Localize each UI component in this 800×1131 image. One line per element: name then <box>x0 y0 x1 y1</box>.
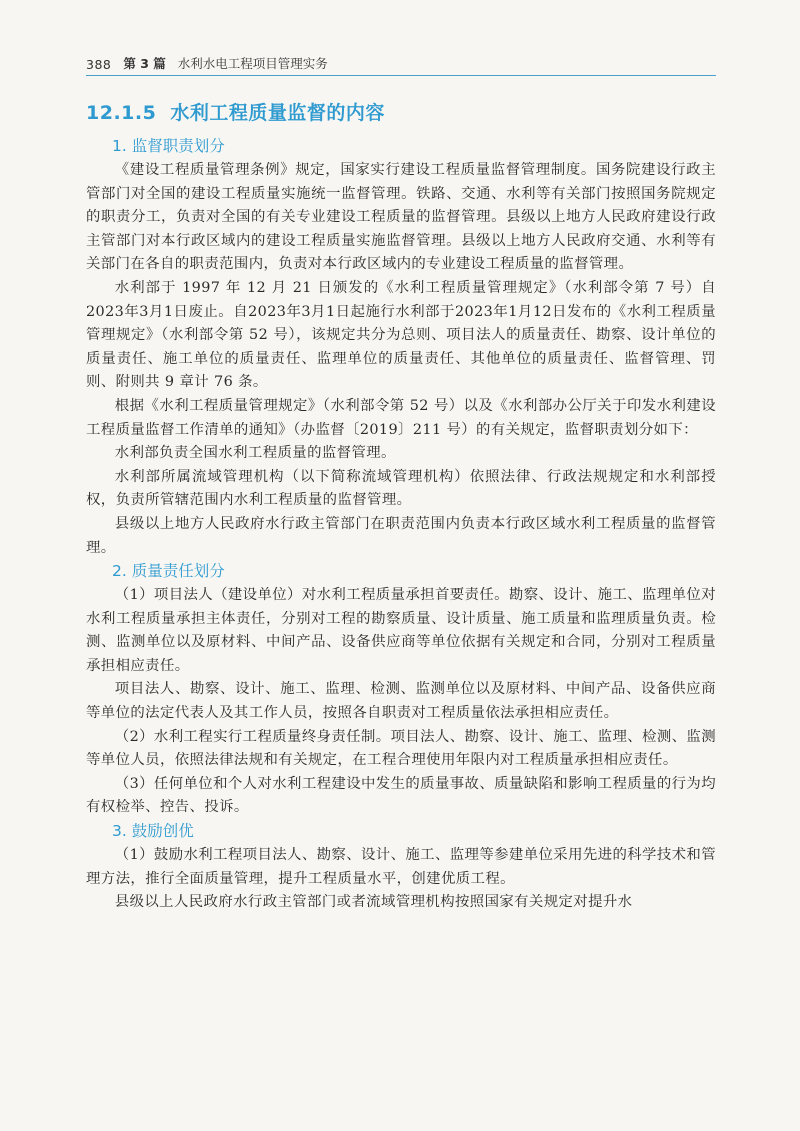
section-heading <box>86 98 716 125</box>
paragraph: （2）水利工程实行工程质量终身责任制。项目法人、勘察、设计、施工、监理、检测、监测等单位人员，依照法律法规和有关规定，在工程合理使用年限内对工程质量承担相应责任。 <box>86 728 716 769</box>
section-number: 12.1.5 <box>86 102 157 124</box>
subsection-encourage-excellence <box>86 820 716 915</box>
paragraph: 水利部于 1997 年 12 月 21 日颁发的《水利工程质量管理规定》（水利部令第 7 号）自2023年3月1日废止。自2023年3月1日起施行水利部于2023年1月12日发布的《水利工程质量管理规定》（水利部令第 52 号），该规定共分为总则、项目法人的质量责任、勘察、设计单位的质量责任、施工单位的质量责任、监理单位的质量责任、其他单位的质量责任、监督管理、罚则、附则共 9 章计 76 条。 <box>86 279 716 391</box>
paragraph: 水利部负责全国水利工程质量的监督管理。 <box>114 445 396 462</box>
paragraph: 县级以上地方人民政府水行政主管部门在职责范围内负责本行政区域水利工程质量的监督管理。 <box>86 515 716 556</box>
book-title: 水利水电工程项目管理实务 <box>177 56 328 71</box>
paragraph: 项目法人、勘察、设计、施工、监理、检测、监测单位以及原材料、中间产品、设备供应商等单位的法定代表人及其工作人员，按照各自职责对工程质量依法承担相应责任。 <box>86 681 716 722</box>
part-label: 第 3 篇 <box>123 56 166 71</box>
page-number: 388 <box>86 57 112 72</box>
paragraph: 根据《水利工程质量管理规定》（水利部令第 52 号）以及《水利部办公厅关于印发水利建设工程质量监督工作清单的通知》（办监督〔2019〕211 号）的有关规定，监督职责划分如下： <box>86 397 716 438</box>
paragraph: 县级以上人民政府水行政主管部门或者流域管理机构按照国家有关规定对提升水 <box>114 894 633 911</box>
page-content <box>86 98 716 915</box>
subsection-title: 1. 监督职责划分 <box>112 137 225 155</box>
paragraph: 水利部所属流域管理机构（以下简称流域管理机构）依照法律、行政法规规定和水利部授权，负责所管辖范围内水利工程质量的监督管理。 <box>86 468 716 509</box>
subsection-duty-division <box>86 135 716 560</box>
paragraph: （3）任何单位和个人对水利工程建设中发生的质量事故、质量缺陷和影响工程质量的行为均有权检举、控告、投诉。 <box>86 775 716 816</box>
subsection-title: 3. 鼓励创优 <box>112 822 194 841</box>
paragraph: （1）鼓励水利工程项目法人、勘察、设计、施工、监理等参建单位采用先进的科学技术和管理方法，推行全面质量管理，提升工程质量水平，创建优质工程。 <box>86 847 716 887</box>
subsection-title: 2. 质量责任划分 <box>112 562 225 581</box>
paragraph: 《建设工程质量管理条例》规定，国家实行建设工程质量监督管理制度。国务院建设行政主管部门对全国的建设工程质量实施统一监督管理。铁路、交通、水利等有关部门按照国务院规定的职责分工，负责对全国的有关专业建设工程质量的监督管理。县级以上地方人民政府建设行政主管部门对本行政区域内的建设工程质量实施监督管理。县级以上地方人民政府交通、水利等有关部门在各自的职责范围内，负责对本行政区域内的专业建设工程质量的监督管理。 <box>86 162 716 273</box>
subsection-responsibility-division <box>86 560 716 820</box>
page-header <box>86 48 716 76</box>
section-title: 水利工程质量监督的内容 <box>170 102 385 124</box>
paragraph: （1）项目法人（建设单位）对水利工程质量承担首要责任。勘察、设计、施工、监理单位对水利工程质量承担主体责任，分别对工程的勘察质量、设计质量、施工质量和监理质量负责。检测、监测单位以及原材料、中间产品、设备供应商等单位依据有关规定和合同，分别对工程质量承担相应责任。 <box>86 587 716 674</box>
